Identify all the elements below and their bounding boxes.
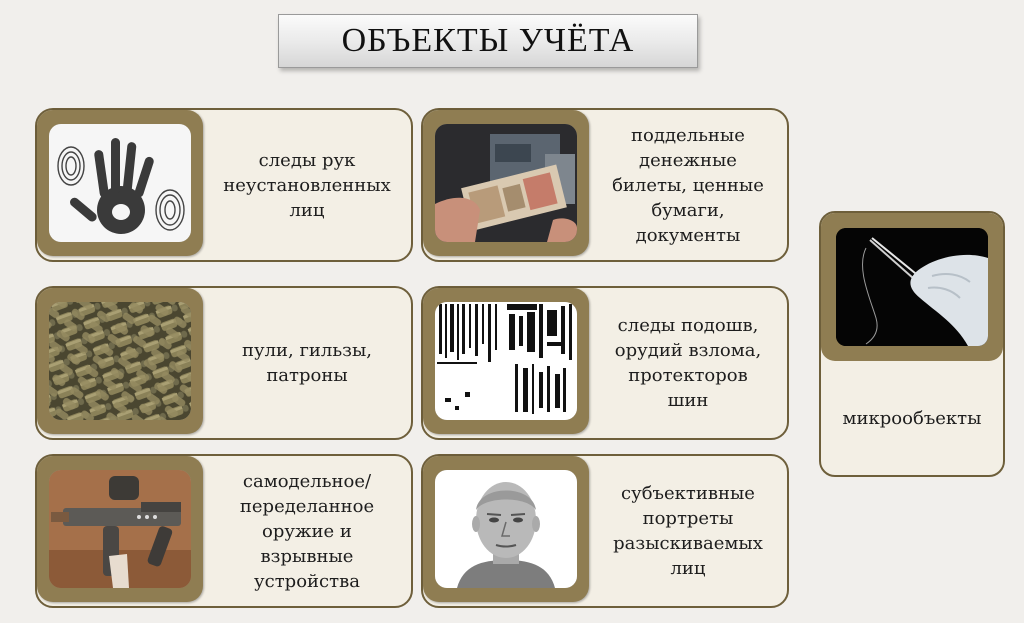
cartridges-photo [49, 302, 191, 420]
thumb-frame [423, 110, 589, 256]
item-label: субъективные портреты разыскиваемых лиц [613, 483, 763, 579]
composite-portrait-photo [435, 470, 577, 588]
item-label: поддельные денежные билеты, ценные бумаги, документы [612, 124, 764, 246]
card-counterfeit[interactable] [421, 108, 789, 262]
item-label: следы рук неустановленных лиц [223, 149, 391, 221]
page-title: ОБЪЕКТЫ УЧЁТА [341, 22, 635, 59]
item-label: следы подошв, орудий взлома, протекторов шин [614, 315, 762, 411]
card-shoe-traces[interactable] [421, 286, 789, 440]
item-label: пули, гильзы, патроны [242, 340, 372, 386]
thumb-frame [423, 456, 589, 602]
thumb-frame [821, 213, 1003, 361]
card-micro-objects[interactable] [819, 211, 1005, 477]
card-bullets[interactable] [35, 286, 413, 440]
improvised-gun-photo [49, 470, 191, 588]
card-portraits[interactable] [421, 454, 789, 608]
tweezers-microfiber-photo [836, 228, 988, 346]
fingerprint-handprint-photo [49, 124, 191, 242]
tread-marks-photo [435, 302, 577, 420]
thumb-frame [37, 456, 203, 602]
card-hand-traces[interactable] [35, 108, 413, 262]
thumb-frame [423, 288, 589, 434]
item-label: самодельное/ переделанное оружие и взрывные устройства [239, 470, 375, 592]
title-box [278, 14, 698, 68]
thumb-frame [37, 288, 203, 434]
item-label: микрообъекты [842, 407, 982, 429]
thumb-frame [37, 110, 203, 256]
banknote-examination-photo [435, 124, 577, 242]
card-weapons[interactable] [35, 454, 413, 608]
